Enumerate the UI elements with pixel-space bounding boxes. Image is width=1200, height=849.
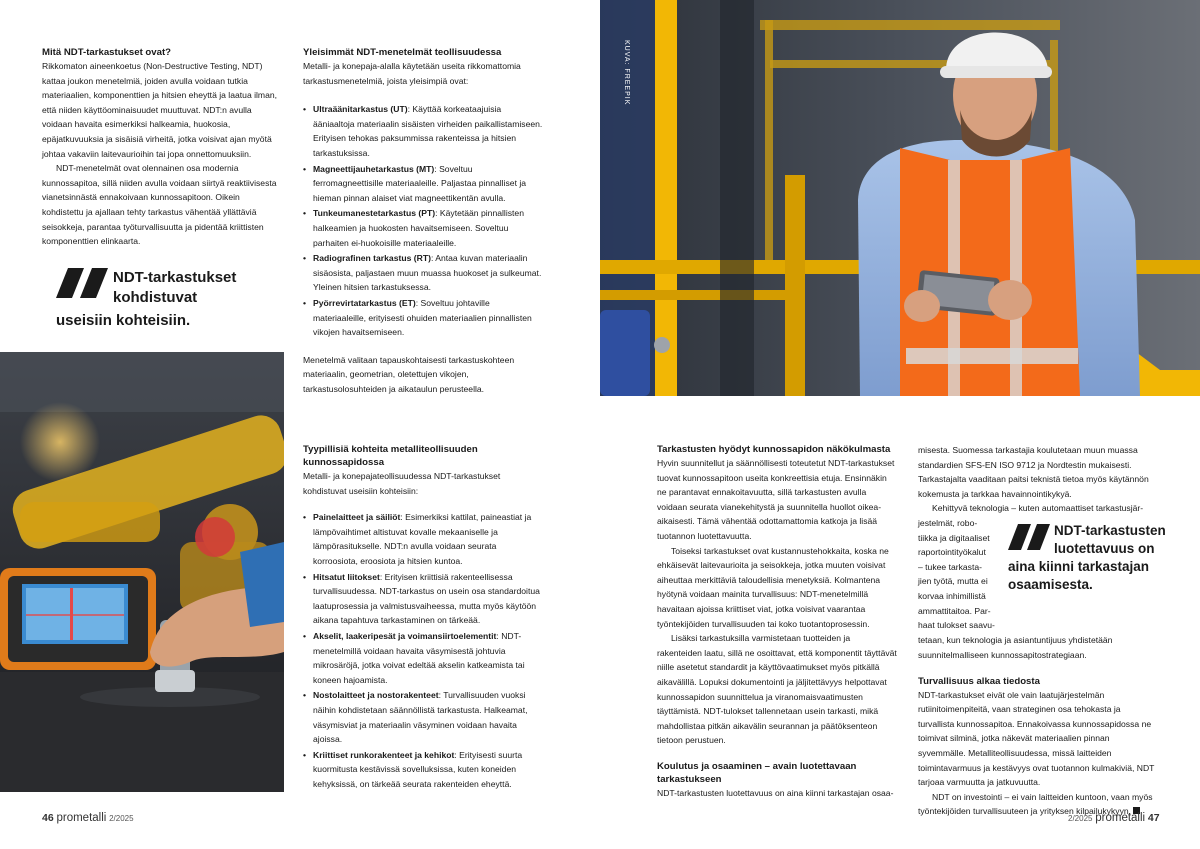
quote-line: useisiin kohteisiin.: [56, 312, 191, 329]
paragraph: NDT-menetelmät ovat olennainen osa modernia kunnossapitoa, sillä niiden avulla voidaan siirtyä reaktiivisesta vianetsinnästä ennakoivaan kunnossapitoon. Oikein kohdistettu ja ajallaan tehty tarkastus vähentää yllättäviä seisokkeja, parantaa työturvallisuutta ja pidentää kriittisten komponenttien elinkaarta.: [42, 163, 277, 247]
list-item: • Akselit, laakeripesät ja voimansiirtoelementit: NDT-menetelmillä voidaan havaita väsymisestä johtuvia mikrosäröjä, jotka voivat edeltää akselin katkeamista tai koneen hajoamista.: [303, 629, 543, 687]
issue-number: 2/2025: [1068, 814, 1093, 823]
paragraph: NDT-tarkastusten luotettavuus on aina kiinni tarkastajan osaa-: [657, 787, 894, 798]
issue-number: 2/2025: [109, 814, 134, 823]
section-heading: Koulutus ja osaaminen – avain luotettavaan tarkastukseen: [657, 760, 857, 785]
text-line: Kehittyvä teknologia – kuten automaattiset tarkastusjär-: [932, 503, 1144, 514]
list-item: • Tunkeumanestetarkastus (PT): Käytetään pinnallisten halkeamien ja huokosten havaitsemiseen. Soveltuu parhaiten ei-huokoisille materiaaleille.: [303, 206, 543, 250]
quote-mark-icon: [56, 268, 112, 298]
quote-line: luotettavuus on: [1054, 541, 1155, 557]
quote-line: NDT-tarkastukset: [113, 269, 237, 286]
text-line: tiikka ja digitaaliset: [918, 532, 990, 543]
wrapped-paragraph: [918, 501, 1166, 633]
photo-inspector: [600, 0, 1200, 396]
section-heading: Yleisimmät NDT-menetelmät teollisuudessa: [303, 47, 502, 58]
section-heading: Tyypillisiä kohteita metalliteollisuuden kunnossapidossa: [303, 444, 478, 468]
paragraph: NDT on investointi – ei vain laitteiden kuntoon, vaan myös työntekijöiden turvallisuuteen ja yrityksen kilpailukykyyn.: [918, 791, 1153, 817]
photo-inspector-image: [600, 0, 1200, 396]
paragraph: tetaan, kun teknologia ja asiantuntijuus yhdistetään suunnitelmalliseen kunnossapitostrategiaan.: [918, 635, 1113, 660]
list-item: • Kriittiset runkorakenteet ja kehikot: Erityisesti suurta kuormitusta kestävissä sovelluksissa, kuten koneiden kehyksissä, on tärkeää seurata rakenteiden eheyttä.: [303, 748, 543, 792]
page-number: 46: [42, 812, 54, 824]
section-heading: Mitä NDT-tarkastukset ovat?: [42, 47, 172, 58]
list-item: • Pyörrevirtatarkastus (ET): Soveltuu johtaville materiaaleille, erityisesti ohuiden materiaalien pinnallisten vikojen havaitsemiseen.: [303, 296, 543, 340]
paragraph: Hyvin suunnitellut ja säännöllisesti toteutetut NDT-tarkastukset tuovat kunnossapitoon useita konkreettisia etuja. Ensinnäkin ne parantavat ennakoitavuutta, sillä tarkastusten avulla voidaan seurata vianekehitystä ja suunnitella huollot oikea-aikaisesti. Tämä vähentää odottamattomia katkoja ja lisää tuotannon luotettavuutta.: [657, 458, 895, 541]
quote-line: aina kiinni tarkastajan: [1008, 559, 1150, 575]
list-item: • Magneettijauhetarkastus (MT): Soveltuu ferromagneettisille materiaaleille. Paljastaa pinnalliset ja hieman pinnan alaiset viat magneettikentän avulla.: [303, 162, 543, 206]
photo-ultrasonic-testing: [0, 352, 284, 792]
section-common-methods: [303, 46, 543, 396]
paragraph: Rikkomaton aineenkoetus (Non-Destructive Testing, NDT) kattaa joukon menetelmiä, joiden avulla voidaan tutkia materiaalien, komponenttien ja hitsien eheyttä ja laatua ilman, että niiden käyttöominaisuudet muuttuvat. NDT:n avulla voidaan havaita esimerkiksi halkeamia, huokosia, epäjatkuvuuksia ja sisäisiä virheitä, jotka voisivat ajan myötä johtaa vakaviin laitevaurioihin tai jopa onnettomuuksiin.: [42, 61, 278, 159]
paragraph: Lisäksi tarkastuksilla varmistetaan tuotteiden ja rakenteiden laatu, sillä ne osoittavat, että komponentit täyttävät niille asetetut standardit ja käyttövaatimukset myös pitkällä aikavälillä. Lopuksi dokumentointi ja jäljitettävyys helpottavat kunnossapidon suunnittelua ja viranomaisvaatimusten täyttämistä. NDT-tulokset tallennetaan usein tarkasti, mikä mahdollistaa pitkän aikavälin seurannan ja päätöksenteon tietoon perustuen.: [657, 633, 897, 746]
quote-line: osaamisesta.: [1008, 577, 1093, 593]
quote-line: NDT-tarkastusten: [1054, 523, 1166, 539]
paragraph: Toiseksi tarkastukset ovat kustannustehokkaita, koska ne ehkäisevät laitevaurioita ja seisokkeja, jotka muuten voisivat aiheuttaa merkittäviä taloudellisia menetyksiä. Kolmantena hyötynä voidaan mainita turvallisuus: NDT-menetelmillä havaitaan ajoissa kriittiset viat, jotka voisivat vaarantaa työntekijöiden turvallisuuden tai koko tuotantoprosessin.: [657, 545, 889, 629]
list-item: • Ultraäänitarkastus (UT): Käyttää korkeataajuisia ääniaaltoja materiaalin sisäisten virheiden paikallistamiseen. Erityisen tehokas paksummissa rakenteissa ja hitsien tarkastuksissa.: [303, 102, 543, 160]
text-line: korvaa inhimillistä: [918, 590, 986, 601]
methods-list: [303, 102, 543, 340]
magazine-name: prometalli: [56, 812, 107, 824]
list-item: • Hitsatut liitokset: Erityisen kriittisiä rakenteellisessa turvallisuudessa. NDT-tarkastus on usein osa standardoitua laatuprosessia ja valmistusvaiheessa, mutta myös käytöön aikana tapahtuva tarkastaminen on tärkeää.: [303, 570, 543, 628]
photo-credit: KUVA: FREEPIK: [623, 40, 630, 106]
magazine-name: prometalli: [1095, 812, 1146, 824]
photo-ultrasonic-testing-image: [0, 352, 284, 792]
section-typical-targets: [303, 443, 543, 792]
paragraph: misesta. Suomessa tarkastajia koulutetaan muun muassa standardien SFS-EN ISO 9712 ja Nordtestin mukaisesti. Tarkastajalta vaaditaan paitsi teknistä tietoa myös käytännön kokemusta ja tarkkaa havainnointikykyä.: [918, 445, 1149, 499]
list-item: • Radiografinen tarkastus (RT): Antaa kuvan materiaalin sisäosista, paljastaen muun muassa huokoset ja sulkeumat. Yleinen hitsien tarkastuksessa.: [303, 251, 543, 295]
list-item: • Painelaitteet ja säiliöt: Esimerkiksi kattilat, paineastiat ja lämpövaihtimet altistuvat kovalle mekaaniselle ja lämpörasitukselle. NDT:n avulla voidaan seurata korroosiota, eroosiota ja hitsien kuntoa.: [303, 510, 543, 568]
paragraph: NDT-tarkastukset eivät ole vain laatujärjestelmän rutiinitoimenpiteitä, vaan strateginen osa tehokasta ja turvallista kunnossapitoa. Ennakoivassa kunnossapidossa ne toimivat silminä, jotka näkevät materiaalien pinnan syvemmälle. Metalliteollisuudessa, missä laitteiden toimintavarmuus ja kestävyys ovat tuotannon kulmakiviä, NDT tarjoaa varmuutta ja jatkuvuutta.: [918, 689, 1155, 788]
page-footer-right: [1068, 812, 1160, 824]
quote-mark-icon: [1008, 524, 1054, 550]
section-heading: Tarkastusten hyödyt kunnossapidon näkökulmasta: [657, 444, 891, 455]
paragraph: Metalli- ja konepajateollisuudessa NDT-tarkastukset kohdistuvat useisiin kohteisiin:: [303, 471, 501, 496]
text-line: haat tulokset saavu-: [918, 620, 995, 631]
section-heading: Turvallisuus alkaa tiedosta: [918, 675, 1040, 687]
section-benefits: [657, 443, 897, 800]
paragraph: Menetelmä valitaan tapauskohtaisesti tarkastuskohteen materiaalin, geometrian, oletettujen vikojen, tarkastusolosuhteiden ja aikataulun perusteella.: [303, 354, 515, 394]
text-line: jien työtä, mutta ei: [918, 576, 988, 587]
pull-quote: [1008, 522, 1168, 612]
text-line: – tukee tarkasta-: [918, 561, 983, 572]
section-what-is-ndt: [42, 46, 280, 249]
text-line: jestelmät, robo-: [918, 517, 978, 528]
page-number: 47: [1147, 812, 1160, 824]
page-footer-left: [42, 812, 134, 824]
text-line: ammattitaitoa. Par-: [918, 605, 991, 616]
targets-list: [303, 510, 543, 791]
quote-line: kohdistuvat: [113, 289, 198, 306]
pull-quote: [56, 266, 276, 336]
list-item: • Nostolaitteet ja nostorakenteet: Turvallisuuden vuoksi näihin kohdistetaan säännöllistä tarkastusta. Halkeamat, väsymisviat ja materiaalin väsyminen voidaan havaita ajoissa.: [303, 688, 543, 746]
text-line: raportointityökalut: [918, 547, 986, 558]
paragraph: Metalli- ja konepaja-alalla käytetään useita rikkomattomia tarkastusmenetelmiä, joista yleisimpiä ovat:: [303, 61, 521, 86]
